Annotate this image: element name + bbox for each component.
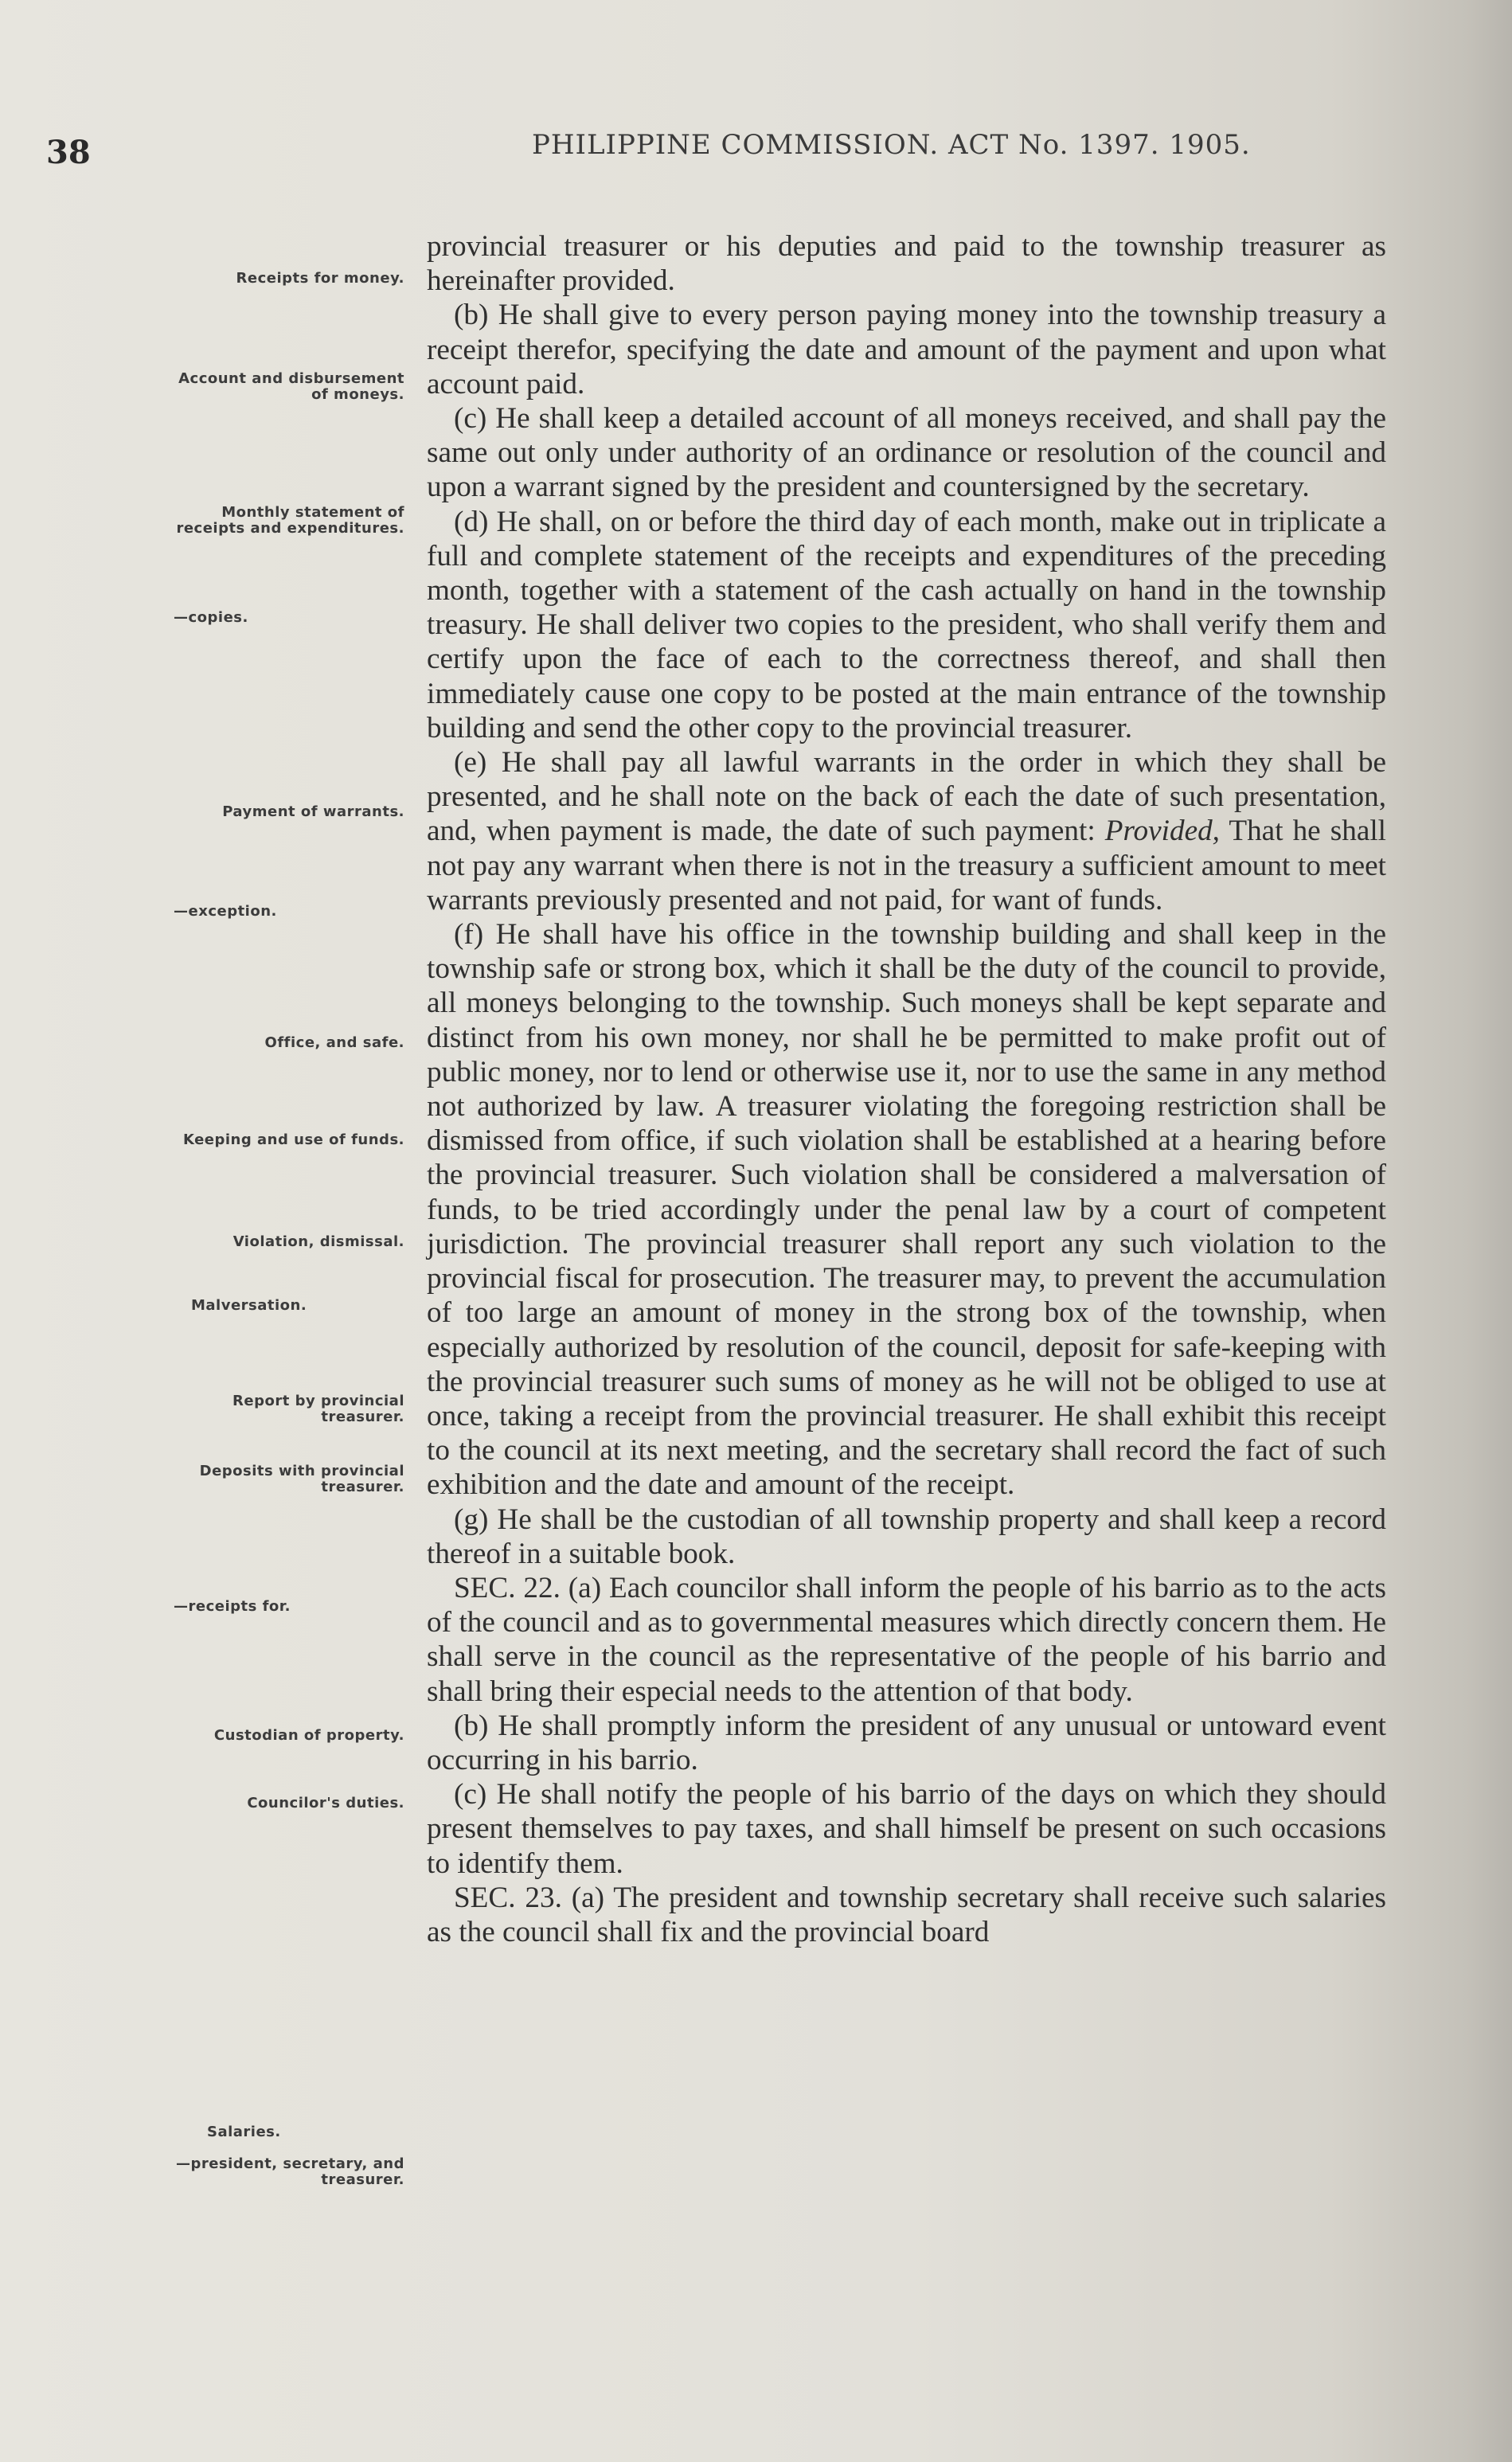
margin-note-office-safe: Office, and safe. bbox=[264, 1034, 404, 1051]
margin-note-deposits: Deposits with provincial treasurer. bbox=[199, 1463, 404, 1495]
paragraph: (f) He shall have his office in the township building and shall keep in the township safe or strong box, which it shall be the duty of the council to provide, all moneys belonging to the township. Such moneys shall be kept separate and distinct from his own money, nor shall he be permitted to make profit out of public money, nor to lend or otherwise use it, nor to use the same in any method not authorized by law. A treasurer violating the foregoing restriction shall be dismissed from office, if such violation shall be established at a hearing before the provincial treasurer. Such violation shall be considered a malversation of funds, to be tried accordingly under the penal law by a court of competent jurisdiction. The provincial treasurer shall report any such violation to the provincial fiscal for prosecution. The treasurer may, to prevent the accumulation of too large an amount of money in the strong box of the township, when especially authorized by resolution of the council, deposit for safe-keeping with the provincial treasurer such sums of money as he will not be obliged to use at once, taking a receipt from the provincial treasurer. He shall exhibit this receipt to the council at its next meeting, and the secretary shall record the fact of such exhibition and the date and amount of the receipt. bbox=[427, 918, 1386, 1502]
margin-note-salaries-officers: —president, secretary, and treasurer. bbox=[175, 2155, 404, 2188]
paragraph: (g) He shall be the custodian of all township property and shall keep a record thereof in a suitable book. bbox=[427, 1503, 1386, 1570]
margin-note-violation: Violation, dismissal. bbox=[232, 1233, 404, 1250]
margin-note-salaries: Salaries. bbox=[207, 2124, 281, 2140]
page-number: 38 bbox=[46, 134, 91, 171]
paragraph: (c) He shall keep a detailed account of all moneys received, and shall pay the same out only under authority of an ordinance or resolution of the council and upon a warrant signed by the president and countersigned by the secretary. bbox=[427, 402, 1386, 504]
proviso-word: Provided, bbox=[1104, 815, 1220, 848]
margin-note-keeping-funds: Keeping and use of funds. bbox=[182, 1131, 404, 1148]
paragraph: provincial treasurer or his deputies and paid to the township treasurer as hereinafter provided. bbox=[427, 230, 1386, 298]
paragraph: (b) He shall promptly inform the president of any unusual or untoward event occurring in his barrio. bbox=[427, 1709, 1386, 1776]
paragraph: SEC. 23. (a) The president and township secretary shall receive such salaries as the council shall fix and the provincial board bbox=[427, 1881, 1386, 1948]
margin-note-copies: —copies. bbox=[174, 609, 248, 626]
margin-note-receipts: Receipts for money. bbox=[236, 270, 404, 287]
running-head: PHILIPPINE COMMISSION. ACT No. 1397. 1905. bbox=[532, 129, 1251, 161]
paragraph: (d) He shall, on or before the third day of each month, make out in triplicate a full and complete statement of the receipts and expenditures of the preceding month, together with a statement of the cash actually on hand in the township treasury. He shall deliver two copies to the president, who shall verify them and certify upon the face of each to the correctness thereof, and shall then immediately cause one copy to be posted at the main entrance of the township building and send the other copy to the provincial treasurer. bbox=[427, 505, 1386, 744]
margin-note-exception: —exception. bbox=[174, 903, 277, 920]
paragraph bbox=[427, 745, 1386, 917]
paragraph: (b) He shall give to every person paying money into the township treasury a receipt therefor, specifying the date and amount of the payment and upon what account paid. bbox=[427, 299, 1386, 401]
body-text bbox=[427, 229, 1386, 1949]
paragraph-text: That he shall not pay any warrant when there is not in the treasury a sufficient amount to meet warrants previously presented and not paid, for want of funds. bbox=[427, 815, 1386, 916]
margin-note-councilor-duties: Councilor's duties. bbox=[247, 1795, 404, 1811]
margin-note-report: Report by provincial treasurer. bbox=[232, 1393, 404, 1425]
margin-note-receipts-for: —receipts for. bbox=[174, 1598, 291, 1615]
margin-note-custodian: Custodian of property. bbox=[213, 1727, 404, 1744]
margin-note-malversation: Malversation. bbox=[191, 1297, 307, 1314]
paragraph-text: (e) He shall pay all lawful warrants in the order in which they shall be presented, and he shall note on the back of each the date of such presentation, and, when payment is made, the date of such payment: bbox=[427, 746, 1386, 848]
margin-note-payment-warrants: Payment of warrants. bbox=[222, 803, 404, 820]
paragraph: SEC. 22. (a) Each councilor shall inform the people of his barrio as to the acts of the council and as to governmental measures which directly concern them. He shall serve in the council as the representative of the people of his barrio and shall bring their especial needs to the attention of that body. bbox=[427, 1571, 1386, 1708]
margin-note-account: Account and disbursement of moneys. bbox=[178, 370, 404, 403]
margin-note-monthly-statement: Monthly statement of receipts and expenditures. bbox=[176, 504, 404, 537]
paragraph: (c) He shall notify the people of his barrio of the days on which they should present themselves to pay taxes, and shall himself be present on such occasions to identify them. bbox=[427, 1778, 1386, 1880]
